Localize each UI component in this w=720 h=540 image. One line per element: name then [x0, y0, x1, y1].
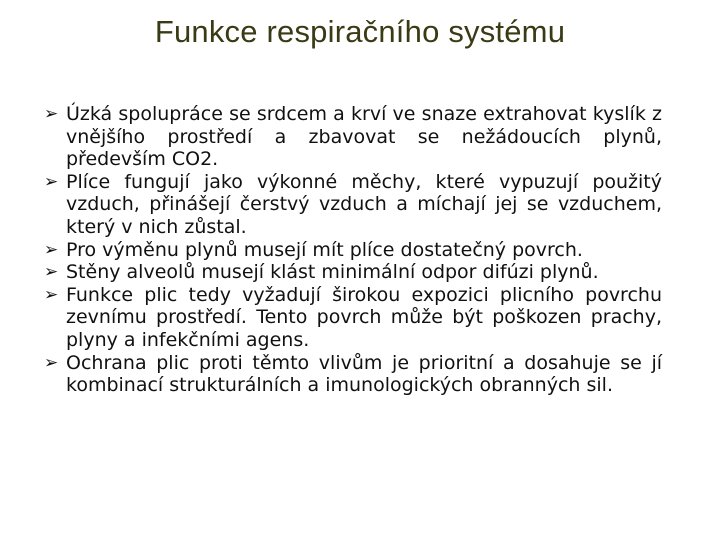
bullet-text: Ochrana plic proti těmto vlivům je prioritní a dosahuje se jí kombinací strukturálních a imunologických obranných sil. — [66, 351, 662, 397]
list-item — [46, 352, 662, 397]
bullet-text: Úzká spolupráce se srdcem a krví ve snaze extrahovat kyslík z vnějšího prostředí a zbavovat se nežádoucích plynů, především CO2. — [66, 103, 662, 171]
slide-title: Funkce respiračního systému — [154, 14, 566, 49]
list-item — [46, 239, 662, 262]
arrow-bullet-icon: ➢ — [44, 104, 59, 124]
bullet-list — [46, 103, 662, 397]
bullet-text: Funkce plic tedy vyžadují širokou expozici plicního povrchu zevnímu prostředí. Tento povrch může být poškozen prachy, plyny a infekčními agens. — [66, 283, 662, 351]
bullet-text: Plíce fungují jako výkonné měchy, které vypuzují použitý vzduch, přinášejí čerstvý vzduch a míchají jej se vzduchem, který v nich zůstal. — [66, 170, 662, 238]
arrow-bullet-icon: ➢ — [44, 239, 59, 260]
bullet-text: Pro výměnu plynů musejí mít plíce dostatečný povrch. — [66, 238, 583, 261]
list-item — [46, 261, 662, 284]
arrow-bullet-icon: ➢ — [44, 262, 59, 283]
list-item — [46, 284, 662, 352]
bullet-text: Stěny alveolů musejí klást minimální odpor difúzi plynů. — [66, 261, 599, 284]
arrow-bullet-icon: ➢ — [44, 171, 59, 192]
list-item — [46, 103, 662, 171]
list-item — [46, 171, 662, 239]
arrow-bullet-icon: ➢ — [44, 352, 59, 373]
arrow-bullet-icon: ➢ — [44, 284, 59, 305]
